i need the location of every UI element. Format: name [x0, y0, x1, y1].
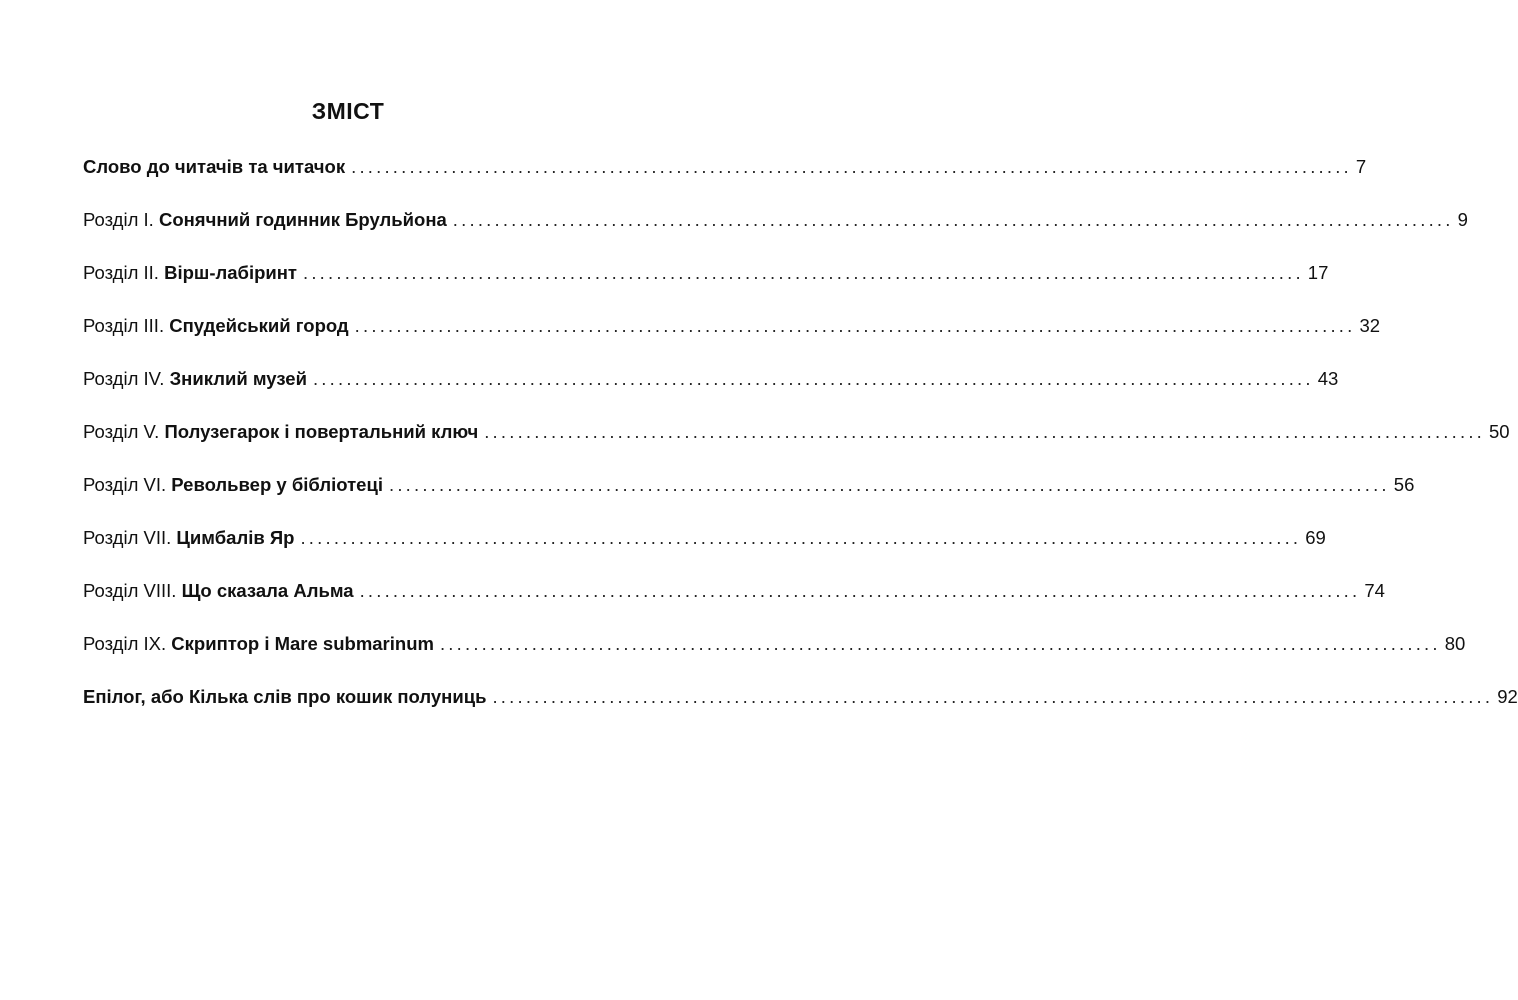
- entry-prefix: Розділ V.: [83, 421, 165, 442]
- dot-leader: ........................................................................................................................: [300, 527, 1302, 548]
- entry-title: Вірш-лабіринт: [164, 262, 297, 283]
- entry-page-number: 69: [1305, 527, 1326, 548]
- toc-entry: [83, 154, 1367, 207]
- entry-text: [83, 419, 478, 445]
- entry-title: Револьвер у бібліотеці: [171, 474, 383, 495]
- entry-prefix: Розділ ІІ.: [83, 262, 165, 283]
- dot-leader: ........................................................................................................................: [492, 686, 1494, 707]
- toc-entry: [83, 366, 1339, 419]
- dot-leader: ........................................................................................................................: [354, 315, 1356, 336]
- dot-leader: ........................................................................................................................: [452, 209, 1454, 230]
- entry-prefix: Розділ IV.: [83, 368, 170, 389]
- entry-title: Скриптор і Mare submarinum: [171, 633, 434, 654]
- page-title: ЗМІСТ: [311, 98, 385, 124]
- toc-entry: [83, 419, 1510, 472]
- entry-prefix: Розділ IX.: [83, 633, 172, 654]
- toc-entry: [83, 207, 1468, 260]
- toc-entry: [83, 578, 1385, 631]
- dot-leader: ........................................................................................................................: [439, 633, 1441, 654]
- entry-title: Зниклий музей: [169, 368, 307, 389]
- entry-title: Слово до читачів та читачок: [83, 156, 346, 177]
- dot-leader: ........................................................................................................................: [359, 580, 1361, 601]
- toc-entry: [83, 684, 1518, 737]
- entry-page-number: 17: [1307, 262, 1329, 283]
- toc-entry: [83, 525, 1326, 578]
- entry-text: [83, 472, 383, 498]
- entry-prefix: Розділ ІІІ.: [83, 315, 170, 336]
- entry-prefix: Розділ VII.: [83, 527, 177, 548]
- entry-title: Сонячний годинник Брульйона: [158, 209, 447, 230]
- entry-page-number: 9: [1457, 209, 1468, 230]
- entry-text: [83, 578, 354, 604]
- entry-prefix: Розділ І.: [83, 209, 159, 230]
- dot-leader: ........................................................................................................................: [388, 474, 1390, 495]
- entry-text: [83, 684, 486, 710]
- toc-entry: [83, 313, 1381, 366]
- entry-text: [83, 207, 447, 233]
- dot-leader: ........................................................................................................................: [312, 368, 1314, 389]
- entry-page-number: 80: [1444, 633, 1466, 654]
- entry-text: [83, 260, 297, 286]
- entry-page-number: 56: [1393, 474, 1415, 495]
- entry-page-number: 74: [1364, 580, 1385, 601]
- toc-entry: [83, 260, 1329, 313]
- entry-prefix: Розділ VIII.: [83, 580, 182, 601]
- toc-entry: [83, 631, 1466, 684]
- entry-title: Епілог, або Кілька слів про кошик полуниць: [83, 686, 487, 707]
- entry-text: [83, 525, 294, 551]
- dot-leader: ........................................................................................................................: [351, 156, 1352, 177]
- table-of-contents: [83, 154, 1518, 737]
- entry-title: Спудейський город: [169, 315, 349, 336]
- toc-entry: [83, 472, 1415, 525]
- entry-text: [83, 366, 307, 392]
- dot-leader: ........................................................................................................................: [484, 421, 1486, 442]
- entry-page-number: 43: [1317, 368, 1339, 389]
- entry-page-number: 92: [1497, 686, 1518, 707]
- entry-page-number: 32: [1359, 315, 1381, 336]
- entry-title: Полузегарок і повертальний ключ: [164, 421, 479, 442]
- entry-page-number: 7: [1355, 156, 1367, 177]
- entry-text: [83, 313, 349, 339]
- entry-prefix: Розділ VI.: [83, 474, 172, 495]
- entry-text: [83, 631, 434, 657]
- entry-text: [83, 154, 345, 180]
- dot-leader: ........................................................................................................................: [303, 262, 1304, 283]
- entry-page-number: 50: [1489, 421, 1510, 442]
- entry-title: Цимбалів Яр: [176, 527, 295, 548]
- entry-title: Що сказала Альма: [181, 580, 354, 601]
